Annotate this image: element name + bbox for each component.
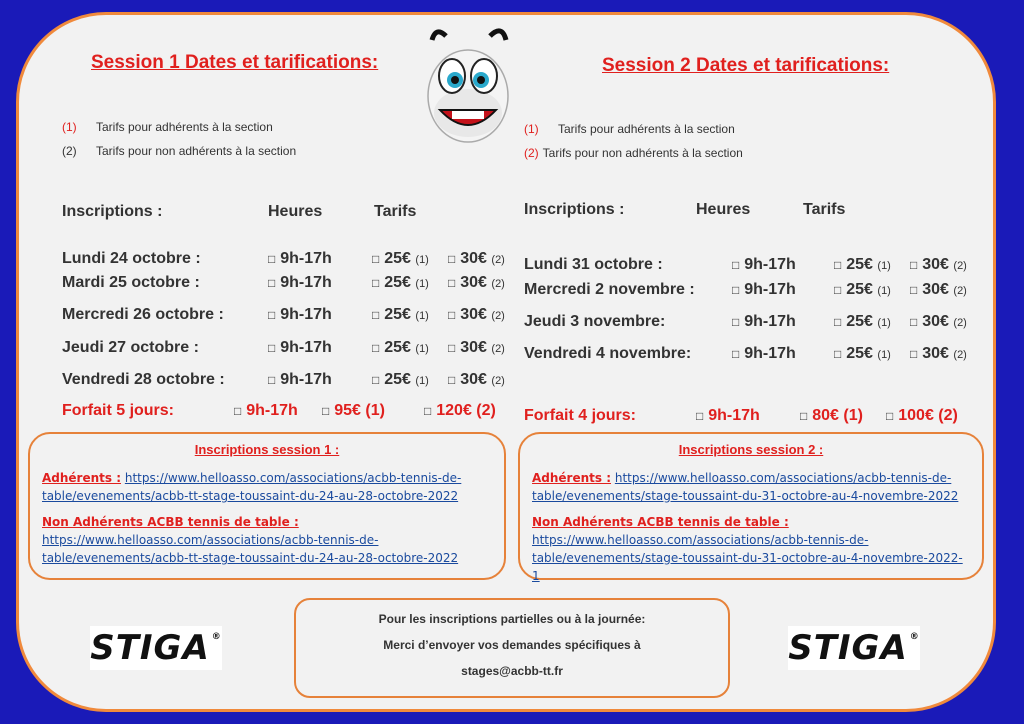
session1-header-tarifs: Tarifs [374,203,417,220]
session2-row-price2[interactable]: □ 30€ (2) [910,256,967,273]
session2-row-hours[interactable]: □ 9h-17h [732,256,796,273]
session1-header-inscriptions: Inscriptions : [62,203,163,220]
session2-forfait-label: Forfait 4 jours: [524,407,637,424]
session1-title: Session 1 Dates et tarifications: [91,52,379,73]
session2-legend-1: (1) Tarifs pour adhérents à la section [524,122,735,136]
stiga-logo-right: STIGA ® [788,628,920,668]
session1-adherents-link[interactable]: https://www.helloasso.com/associations/acbb-tennis-de-table/evenements/acbb-tt-stage-toussaint-du-24-au-28-octobre-2022 [42,471,462,503]
adherents-label: Adhérents : [42,471,122,485]
session2-row-price1[interactable]: □ 25€ (1) [834,345,891,362]
session2-forfait-price1[interactable]: □ 80€ (1) [800,407,863,424]
session1-row-day: Jeudi 27 octobre : [62,339,199,356]
session1-row-price1[interactable]: □ 25€ (1) [372,371,429,388]
session1-legend-2: (2) Tarifs pour non adhérents à la section [62,144,297,158]
session1-row-price2[interactable]: □ 30€ (2) [448,306,505,323]
stiga-logo-left: STIGA ® [90,628,222,668]
session1-row-hours[interactable]: □ 9h-17h [268,250,332,267]
session2-row-price2[interactable]: □ 30€ (2) [910,313,967,330]
session1-non-adherents-link[interactable]: https://www.helloasso.com/associations/acbb-tennis-de-table/evenements/acbb-tt-stage-toussaint-du-24-au-28-octobre-2022 [42,533,459,565]
session1-legend-1: (1) Tarifs pour adhérents à la section [62,120,273,134]
session2-row-hours[interactable]: □ 9h-17h [732,313,796,330]
partial-line2: Merci d’envoyer vos demandes spécifiques à [383,638,641,652]
session1-row-price2[interactable]: □ 30€ (2) [448,371,505,388]
session2-forfait-hours[interactable]: □ 9h-17h [696,407,760,424]
inscriptions-session2-title: Inscriptions session 2 : [678,442,824,457]
session1-row-day: Lundi 24 octobre : [62,250,201,267]
session1-row-day: Mercredi 26 octobre : [62,306,224,323]
session2-row-price1[interactable]: □ 25€ (1) [834,281,891,298]
session1-row-day: Mardi 25 octobre : [62,274,200,291]
partial-inscriptions-box [294,598,730,698]
session2-header-tarifs: Tarifs [803,201,846,218]
session1-row-price2[interactable]: □ 30€ (2) [448,274,505,291]
non-adherents-label: Non Adhérents ACBB tennis de table : [42,515,299,529]
contact-email[interactable]: stages@acbb-tt.fr [461,664,563,678]
session1-row-hours[interactable]: □ 9h-17h [268,339,332,356]
session1-row-price1[interactable]: □ 25€ (1) [372,339,429,356]
smiley-mascot-icon [418,18,518,148]
inscriptions-session1-box [28,432,506,580]
session2-header-heures: Heures [696,201,751,218]
session1-row-hours[interactable]: □ 9h-17h [268,274,332,291]
session2-row-price2[interactable]: □ 30€ (2) [910,345,967,362]
inscriptions-session2-box [518,432,984,583]
session1-row-day: Vendredi 28 octobre : [62,371,225,388]
adherents-label: Adhérents : [532,471,612,485]
session2-row-hours[interactable]: □ 9h-17h [732,345,796,362]
session1-row-hours[interactable]: □ 9h-17h [268,371,332,388]
session1-forfait-price2[interactable]: □ 120€ (2) [424,402,496,419]
session2-header-inscriptions: Inscriptions : [524,201,625,218]
session2-row-hours[interactable]: □ 9h-17h [732,281,796,298]
session1-row-price1[interactable]: □ 25€ (1) [372,306,429,323]
session1-row-price1[interactable]: □ 25€ (1) [372,274,429,291]
inscriptions-session1-title: Inscriptions session 1 : [194,442,340,457]
session2-legend-2: (2) Tarifs pour non adhérents à la section [524,146,743,160]
session1-row-price2[interactable]: □ 30€ (2) [448,250,505,267]
session2-row-day: Jeudi 3 novembre: [524,313,666,330]
session1-header-heures: Heures [268,203,323,220]
session1-row-hours[interactable]: □ 9h-17h [268,306,332,323]
session1-row-price1[interactable]: □ 25€ (1) [372,250,429,267]
session2-non-adherents-link[interactable]: https://www.helloasso.com/associations/acbb-tennis-de-table/evenements/stage-toussaint-du-31-octobre-au-4-novembre-2022-1 [532,533,963,583]
partial-line1: Pour les inscriptions partielles ou à la journée: [378,612,646,626]
session2-row-day: Lundi 31 octobre : [524,256,663,273]
session1-forfait-label: Forfait 5 jours: [62,402,175,419]
session2-row-day: Mercredi 2 novembre : [524,281,695,298]
session2-row-price1[interactable]: □ 25€ (1) [834,313,891,330]
session2-forfait-price2[interactable]: □ 100€ (2) [886,407,958,424]
session2-title: Session 2 Dates et tarifications: [602,55,890,76]
session1-forfait-hours[interactable]: □ 9h-17h [234,402,298,419]
session1-forfait-price1[interactable]: □ 95€ (1) [322,402,385,419]
non-adherents-label: Non Adhérents ACBB tennis de table : [532,515,789,529]
session2-row-day: Vendredi 4 novembre: [524,345,692,362]
session1-row-price2[interactable]: □ 30€ (2) [448,339,505,356]
session2-row-price1[interactable]: □ 25€ (1) [834,256,891,273]
session2-row-price2[interactable]: □ 30€ (2) [910,281,967,298]
session2-adherents-link[interactable]: https://www.helloasso.com/associations/acbb-tennis-de-table/evenements/stage-toussaint-du-31-octobre-au-4-novembre-2022 [532,471,959,503]
